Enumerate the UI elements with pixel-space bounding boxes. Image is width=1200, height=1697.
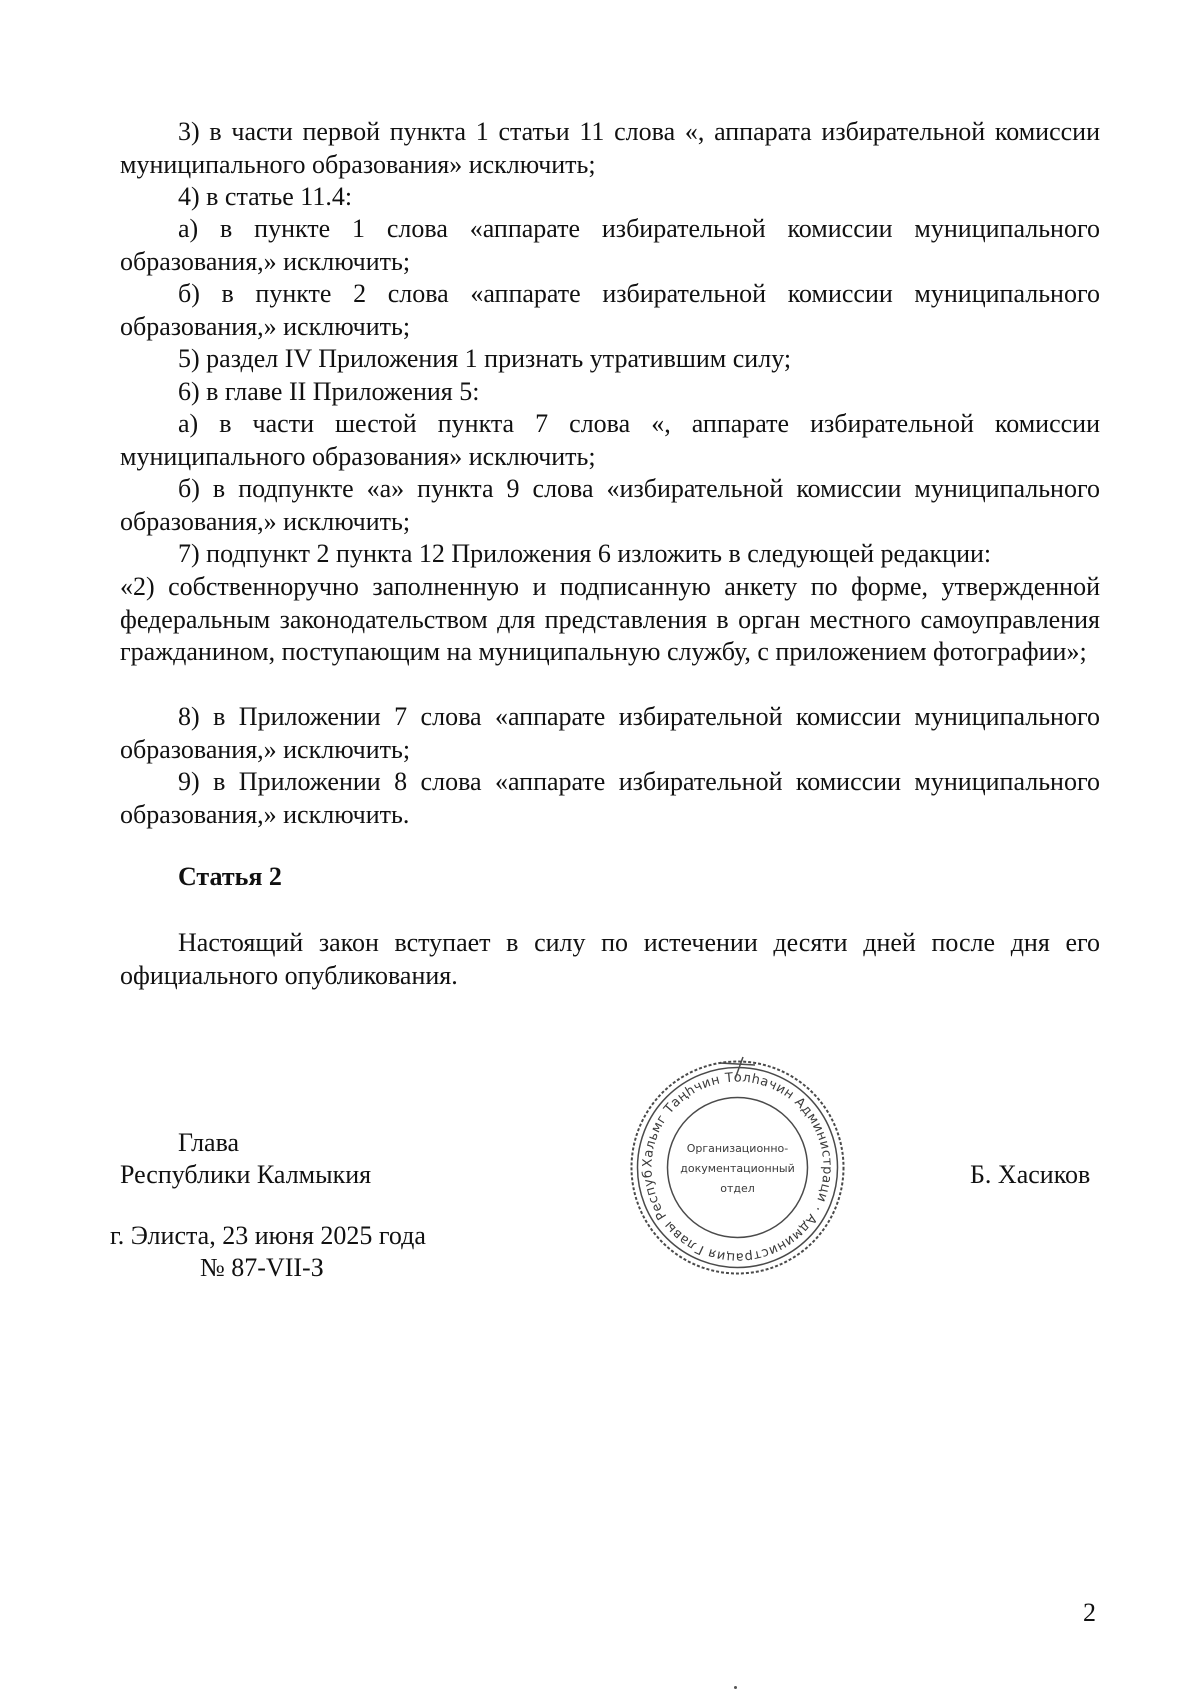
signature-number: № 87-VII-З	[200, 1253, 324, 1282]
paragraph-6b: б) в подпункте «а» пункта 9 слова «избирательной комиссии муниципального образования,» исключить;	[120, 474, 1100, 536]
signature-title-line1: Глава	[178, 1128, 240, 1157]
stamp-inner-line3: отдел	[720, 1182, 755, 1195]
signature-name: Б. Хасиков	[970, 1160, 1091, 1189]
signature-title-line2: Республики Калмыкия	[120, 1160, 372, 1189]
paragraph-7-quote: «2) собственноручно заполненную и подписанную анкету по форме, утвержденной федеральным законодательством для представления в орган местного самоуправления гражданином, поступающим на муниципальную службу, с приложением фотографии»;	[120, 572, 1100, 666]
page-number: 2	[1083, 1598, 1096, 1627]
paragraph-6a: а) в части шестой пункта 7 слова «, аппарате избирательной комиссии муниципального образования» исключить;	[120, 409, 1100, 471]
official-stamp	[625, 1055, 850, 1280]
paragraph-8: 8) в Приложении 7 слова «аппарате избирательной комиссии муниципального образования,» исключить;	[120, 702, 1100, 764]
stamp-inner-line1: Организационно-	[686, 1142, 789, 1155]
stamp-outer-text: Хальмг Таңһчин Толһачин Администраци · Администрация Главы Респуб	[640, 1070, 835, 1265]
paragraph-5: 5) раздел IV Приложения 1 признать утратившим силу;	[178, 344, 792, 373]
paragraph-6: 6) в главе II Приложения 5:	[178, 377, 480, 406]
paragraph-4: 4) в статье 11.4:	[178, 182, 353, 211]
signature-place-date: г. Элиста, 23 июня 2025 года	[110, 1221, 426, 1250]
article-text: Настоящий закон вступает в силу по истечении десяти дней после дня его официального опубликования.	[120, 928, 1100, 990]
paragraph-7: 7) подпункт 2 пункта 12 Приложения 6 изложить в следующей редакции:	[178, 539, 992, 568]
paragraph-3: 3) в части первой пункта 1 статьи 11 слова «, аппарата избирательной комиссии муниципального образования» исключить;	[120, 117, 1100, 179]
paragraph-4b: б) в пункте 2 слова «аппарате избирательной комиссии муниципального образования,» исключить;	[120, 279, 1100, 341]
scan-mark	[734, 1686, 737, 1689]
paragraph-4a: а) в пункте 1 слова «аппарате избирательной комиссии муниципального образования,» исключить;	[120, 214, 1100, 276]
stamp-inner-line2: документационный	[680, 1162, 795, 1175]
svg-text:Хальмг Таңһчин Толһачин Админи	[625, 1055, 835, 1265]
article-heading: Статья 2	[178, 862, 282, 891]
paragraph-9: 9) в Приложении 8 слова «аппарате избирательной комиссии муниципального образования,» исключить.	[120, 767, 1100, 829]
